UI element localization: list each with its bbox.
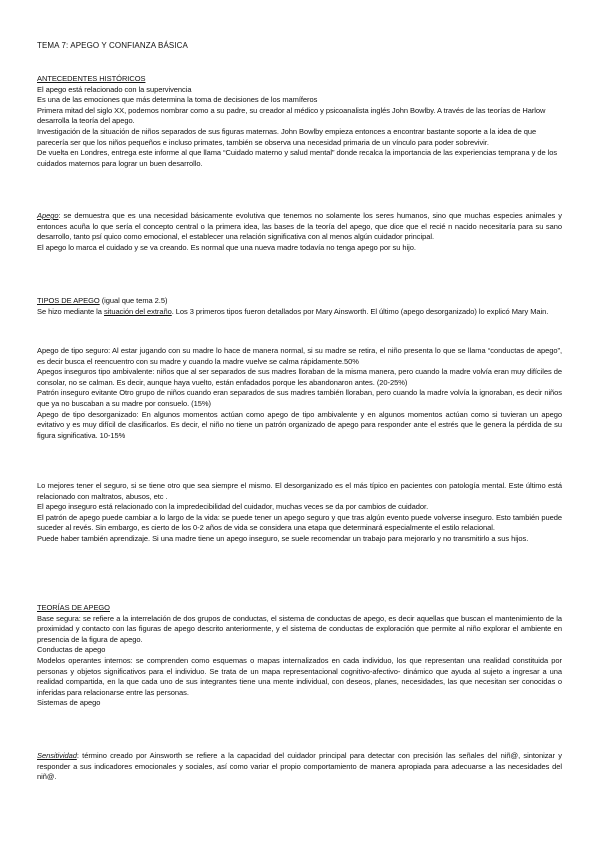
section-tipos-detalle xyxy=(37,346,562,441)
paragraph: De vuelta en Londres, entrega este informe al que llama “Cuidado materno y salud mental” donde recalca la importancia de las experiencias temprana y de los cuidados maternos para lograr un buen desarrollo. xyxy=(37,148,558,168)
paragraph: Puede haber también aprendizaje. Si una madre tiene un apego inseguro, se suele recomendar un trabajo para mejorarlo y no transmitirlo a sus hijos. xyxy=(37,533,529,543)
paragraph: Conductas de apego xyxy=(37,645,106,655)
section-antecedentes xyxy=(37,74,562,169)
paragraph: Sistemas de apego xyxy=(37,698,101,708)
heading-tipos: TIPOS DE APEGO xyxy=(37,296,100,305)
definition-apego: : se demuestra que es una necesidad básicamente evolutiva que tenemos no solamente los seres humanos, sino que muchas especies animales y entonces acuña lo que sería el concepto central o la primera idea, las bases de la teoría del apego, que dice que el recié n nacido necesitaría para su sano desarrollo, tanto psí quico como emocional, el establecer una relación significativa con al menos algún cuidador principal. xyxy=(37,211,562,242)
intro-link: situación del extraño xyxy=(103,306,172,316)
term-sensitividad: Sensitividad xyxy=(37,751,77,760)
section-notas xyxy=(37,481,562,545)
paragraph-desorganizado: Apego de tipo desorganizado: En algunos momentos actúan como apego de tipo ambivalente y en algunos momentos actúan como si tuvieran un apego evitativo y es muy difícil de clasificarlos. Es decir, el niño no tiene un patrón organizado de apego para responder ante el estrés que le genera la pérdida de su figura significativa. 10-15% xyxy=(37,409,562,440)
heading-tipos-note: (igual que tema 2.5) xyxy=(99,296,168,305)
definition-sensitividad: : término creado por Ainsworth se refiere a la capacidad del cuidador principal para detectar con precisión las señales del niñ@, sintonizar y responder a sus indicadores emocionales y sociales, así como variar el propio comportamiento de manera apropiada para adecuarse a las necesidades del niñ@. xyxy=(37,751,562,782)
paragraph-modelos: Modelos operantes internos: se comprenden como esquemas o mapas internalizados en cada individuo, los que representan una realidad constituida por personas y objetos significativos para el individuo. Se trata de un mapa representacional cognitivo-afectivo- dinámico que ayuda al sujeto a ingresar a una realidad compartida, en la que cada uno de sus integrantes tiene una mente individual, con deseos, planes, necesidades, las que necesitan ser conocidas o inferidas para relacionarse entre las personas. xyxy=(37,655,562,697)
paragraph: El apego está relacionado con la supervivencia xyxy=(37,84,192,94)
paragraph-evitante: Patrón inseguro evitante Otro grupo de niños cuando eran separados de sus madres también lloraban, pero cuando la madre volvía la ignoraban, es decir niños que ya no buscaban a su madre por consuelo. (15%) xyxy=(37,388,562,408)
heading-tipos-line xyxy=(37,296,562,307)
paragraph-sensitividad xyxy=(37,751,562,783)
paragraph-intro xyxy=(37,307,562,318)
section-sensitividad xyxy=(37,751,562,783)
heading-antecedentes: ANTECEDENTES HISTÓRICOS xyxy=(37,74,146,83)
section-teorias xyxy=(37,603,562,709)
section-tipos xyxy=(37,296,562,317)
paragraph: Primera mitad del siglo XX, podemos nombrar como a su padre, su creador al médico y psicoanalista inglés John Bowlby. A través de las teorías de Harlow desarrolla la teoría del apego. xyxy=(37,105,546,126)
paragraph-ambivalente: Apegos inseguros tipo ambivalente: niños que al ser separados de sus madres lloraban de la misma manera, pero cuando la madre volvía eran muy difíciles de consolar, no se calman. Es decir, aunque haya vuelto, están enfadados porque les abandonaron antes. (20-25%) xyxy=(37,367,562,387)
paragraph: El patrón de apego puede cambiar a lo largo de la vida: se puede tener un apego seguro y que tras algún evento puede volverse inseguro. Esto también puede suceder al revés. Sin embargo, es cierto de los 0-2 años de vida se considera una etapa que determinará especialmente el estilo relacional. xyxy=(37,512,562,533)
document-title: TEMA 7: APEGO Y CONFIANZA BÁSICA xyxy=(37,41,188,50)
paragraph: El apego lo marca el cuidado y se va creando. Es normal que una nueva madre todavía no tenga apego por su hijo. xyxy=(37,242,416,252)
section-apego xyxy=(37,211,562,253)
paragraph-seguro: Apego de tipo seguro: Al estar jugando con su madre lo hace de manera normal, si su madre se retira, el niño presenta lo que se llama “conductas de apego”, es decir busca el reencuentro con su madre y cuando la madre vuelve se calma rápidamente.50% xyxy=(37,346,562,366)
paragraph-apego xyxy=(37,211,562,243)
paragraph: Investigación de la situación de niños separados de sus figuras maternas. John Bowlby empieza entonces a encontrar bastante soporte a la idea de que parecería ser que los niños pequeños e incluso primates, también se observa una necesidad primaria de un vínculo para poder sobrevivir. xyxy=(37,126,537,147)
paragraph: Es una de las emociones que más determina la toma de decisiones de los mamíferos xyxy=(37,95,318,105)
heading-teorias: TEORÍAS DE APEGO xyxy=(37,603,110,612)
paragraph-base-segura: Base segura: se refiere a la interrelación de dos grupos de conductas, el sistema de conductas de apego, es decir aquellas que buscan el mantenimiento de la proximidad y contacto con las figuras de apego descrito anteriormente, y el sistema de conductas de exploración que permite al niño explorar el ambiente en presencia de la figura de apego. xyxy=(37,613,562,644)
paragraph: El apego inseguro está relacionado con la impredecibilidad del cuidador, muchas veces se da por cambios de cuidador. xyxy=(37,502,429,512)
paragraph: Lo mejores tener el seguro, si se tiene otro que sea siempre el mismo. El desorganizado es el más típico en pacientes con patología mental. Este último está relacionado con maltratos, abusos, etc . xyxy=(37,481,562,501)
intro-text: Se hizo mediante la xyxy=(37,306,104,316)
intro-text: . Los 3 primeros tipos fueron detallados por Mary Ainsworth. El último (apego desorganizado) lo explicó Mary Main. xyxy=(171,306,549,316)
term-apego: Apego xyxy=(37,211,59,220)
